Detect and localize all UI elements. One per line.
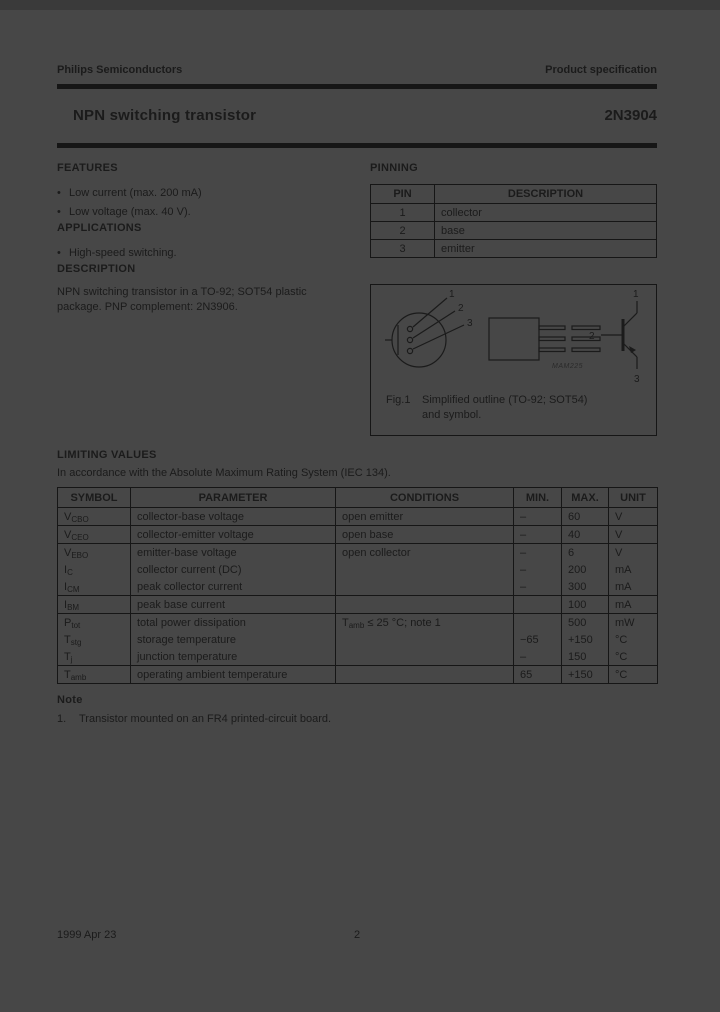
conditions-cell: [336, 578, 514, 596]
table-row: [58, 561, 658, 578]
max-cell: 40: [562, 526, 609, 544]
max-cell: 500: [562, 614, 609, 632]
symbol-cell: [58, 666, 131, 684]
pin-label: 3: [634, 374, 640, 385]
column-header-description: DESCRIPTION: [435, 185, 657, 204]
symbol-main: P: [64, 616, 72, 629]
pinning-heading: PINNING: [370, 162, 418, 174]
pin-number: 1: [371, 204, 435, 222]
min-cell: 65: [514, 666, 562, 684]
min-cell: [514, 596, 562, 614]
parameter-cell: junction temperature: [131, 648, 336, 666]
pinning-table: [370, 184, 657, 258]
bullet-icon: •: [57, 247, 61, 259]
max-cell: +150: [562, 666, 609, 684]
note-number: 1.: [57, 713, 67, 725]
pin-description: collector: [435, 204, 657, 222]
table-row: [58, 578, 658, 596]
parameter-cell: storage temperature: [131, 631, 336, 648]
limiting-values-section: [57, 449, 657, 684]
pin-label: 1: [449, 289, 455, 300]
symbol-main: T: [64, 650, 71, 663]
column-header-conditions: CONDITIONS: [336, 488, 514, 508]
symbol-main: I: [64, 580, 68, 593]
title-rule: [57, 143, 657, 148]
pin-label: 1: [633, 289, 639, 300]
to92-bottom-view-icon: [385, 289, 473, 367]
symbol-sub: EBO: [71, 550, 89, 560]
footer-date: 1999 Apr 23: [57, 929, 117, 941]
figure-drawing: [371, 285, 656, 385]
unit-cell: mA: [609, 578, 658, 596]
conditions-text: open collector: [342, 546, 411, 559]
symbol-main: I: [64, 563, 68, 576]
parameter-cell: total power dissipation: [131, 614, 336, 632]
unit-cell: V: [609, 526, 658, 544]
note-item: [57, 713, 657, 725]
max-cell: +150: [562, 631, 609, 648]
note-text: Transistor mounted on an FR4 printed-circuit board.: [79, 713, 332, 725]
table-row: [371, 222, 657, 240]
min-cell: –: [514, 561, 562, 578]
feature-text: Low current (max. 200 mA): [69, 187, 202, 199]
table-row: [58, 508, 658, 526]
pin-description: emitter: [435, 240, 657, 258]
max-cell: 100: [562, 596, 609, 614]
table-row: [58, 544, 658, 562]
figure-caption: [386, 393, 604, 423]
figure-1: [370, 284, 657, 436]
symbol-sub: amb: [70, 672, 87, 682]
table-row: [58, 614, 658, 632]
symbol-main: I: [64, 598, 68, 611]
table-row: [371, 204, 657, 222]
min-cell: –: [514, 526, 562, 544]
limiting-values-table: [57, 487, 658, 684]
max-cell: 200: [562, 561, 609, 578]
feature-text: Low voltage (max. 40 V).: [69, 206, 191, 218]
conditions-text: T: [342, 616, 349, 629]
header-rule: [57, 84, 657, 89]
max-cell: 6: [562, 544, 609, 562]
column-header-symbol: SYMBOL: [58, 488, 131, 508]
table-header-row: [58, 488, 658, 508]
table-row: [58, 526, 658, 544]
main-columns: [57, 162, 657, 436]
header-spec-type: Product specification: [545, 64, 657, 76]
pin-label: 3: [467, 318, 473, 329]
figure-caption-text: Simplified outline (TO-92; SOT54) and symbol.: [422, 394, 588, 421]
features-heading: FEATURES: [57, 162, 118, 174]
header-company: Philips Semiconductors: [57, 64, 183, 76]
conditions-cell: [336, 666, 514, 684]
conditions-cell: [336, 526, 514, 544]
symbol-cell: [58, 648, 131, 666]
symbol-sub: stg: [70, 637, 82, 647]
page-number: 2: [353, 929, 361, 941]
conditions-post: ≤ 25 °C; note 1: [364, 616, 441, 629]
description-heading: DESCRIPTION: [57, 263, 136, 275]
conditions-text: open emitter: [342, 510, 404, 523]
note-heading: Note: [57, 694, 83, 706]
description-text: NPN switching transistor in a TO-92; SOT54 plastic package. PNP complement: 2N3906.: [57, 286, 307, 313]
unit-cell: mA: [609, 596, 658, 614]
parameter-cell: operating ambient temperature: [131, 666, 336, 684]
unit-cell: °C: [609, 631, 658, 648]
symbol-main: V: [64, 510, 72, 523]
pin-number: 2: [371, 222, 435, 240]
column-header-max: MAX.: [562, 488, 609, 508]
features-list: [57, 184, 357, 222]
symbol-sub: BM: [67, 602, 80, 612]
figure-drawing-code: MAM225: [552, 363, 584, 370]
conditions-sub: amb: [348, 620, 365, 630]
conditions-cell: [336, 631, 514, 648]
limiting-values-heading: LIMITING VALUES: [57, 449, 157, 461]
conditions-text: open base: [342, 528, 394, 541]
parameter-cell: collector current (DC): [131, 561, 336, 578]
symbol-cell: [58, 544, 131, 562]
bullet-icon: •: [57, 187, 61, 199]
conditions-cell: [336, 614, 514, 632]
min-cell: [514, 614, 562, 632]
conditions-cell: [336, 561, 514, 578]
parameter-cell: emitter-base voltage: [131, 544, 336, 562]
list-item: [57, 244, 357, 263]
to92-side-view-icon: [489, 318, 600, 360]
table-header-row: [371, 185, 657, 204]
min-cell: –: [514, 578, 562, 596]
pin-description: base: [435, 222, 657, 240]
table-row: [371, 240, 657, 258]
symbol-cell: [58, 508, 131, 526]
applications-heading: APPLICATIONS: [57, 222, 142, 234]
symbol-sub: j: [70, 654, 73, 664]
max-cell: 60: [562, 508, 609, 526]
symbol-main: T: [64, 668, 71, 681]
max-cell: 300: [562, 578, 609, 596]
min-cell: –: [514, 544, 562, 562]
pin-label: 2: [589, 331, 595, 342]
left-column: [57, 162, 357, 436]
symbol-sub: C: [67, 567, 73, 577]
column-header-pin: PIN: [371, 185, 435, 204]
figure-label: Fig.1: [386, 394, 411, 406]
table-row: [58, 648, 658, 666]
page-top-shade: [0, 0, 720, 10]
max-cell: 150: [562, 648, 609, 666]
conditions-cell: [336, 544, 514, 562]
symbol-main: V: [64, 528, 72, 541]
unit-cell: V: [609, 544, 658, 562]
symbol-cell: [58, 578, 131, 596]
conditions-cell: [336, 648, 514, 666]
page-header: [57, 64, 657, 76]
parameter-cell: peak collector current: [131, 578, 336, 596]
limiting-values-intro: In accordance with the Absolute Maximum Rating System (IEC 134).: [57, 467, 391, 479]
pin-number: 3: [371, 240, 435, 258]
table-row: [58, 596, 658, 614]
unit-cell: °C: [609, 648, 658, 666]
list-item: [57, 203, 357, 222]
conditions-cell: [336, 596, 514, 614]
symbol-cell: [58, 596, 131, 614]
bullet-icon: •: [57, 206, 61, 218]
symbol-cell: [58, 561, 131, 578]
unit-cell: mW: [609, 614, 658, 632]
parameter-cell: collector-emitter voltage: [131, 526, 336, 544]
min-cell: −65: [514, 631, 562, 648]
symbol-sub: tot: [71, 620, 81, 630]
unit-cell: V: [609, 508, 658, 526]
parameter-cell: peak base current: [131, 596, 336, 614]
conditions-cell: [336, 508, 514, 526]
table-row: [58, 666, 658, 684]
application-text: High-speed switching.: [69, 247, 177, 259]
page-title: NPN switching transistor: [73, 107, 257, 124]
part-number: 2N3904: [604, 107, 657, 124]
symbol-main: V: [64, 546, 72, 559]
unit-cell: mA: [609, 561, 658, 578]
min-cell: –: [514, 648, 562, 666]
table-row: [58, 631, 658, 648]
symbol-cell: [58, 614, 131, 632]
applications-list: [57, 244, 357, 263]
right-column: [370, 162, 657, 436]
min-cell: –: [514, 508, 562, 526]
column-header-min: MIN.: [514, 488, 562, 508]
column-header-parameter: PARAMETER: [131, 488, 336, 508]
symbol-cell: [58, 631, 131, 648]
pin-label: 2: [458, 303, 464, 314]
list-item: [57, 184, 357, 203]
symbol-sub: CEO: [71, 532, 89, 542]
symbol-main: T: [64, 633, 71, 646]
unit-cell: °C: [609, 666, 658, 684]
symbol-cell: [58, 526, 131, 544]
symbol-sub: CBO: [71, 514, 89, 524]
parameter-cell: collector-base voltage: [131, 508, 336, 526]
note-section: [57, 694, 657, 725]
column-header-unit: UNIT: [609, 488, 658, 508]
symbol-sub: CM: [67, 584, 80, 594]
title-bar: [57, 107, 657, 124]
